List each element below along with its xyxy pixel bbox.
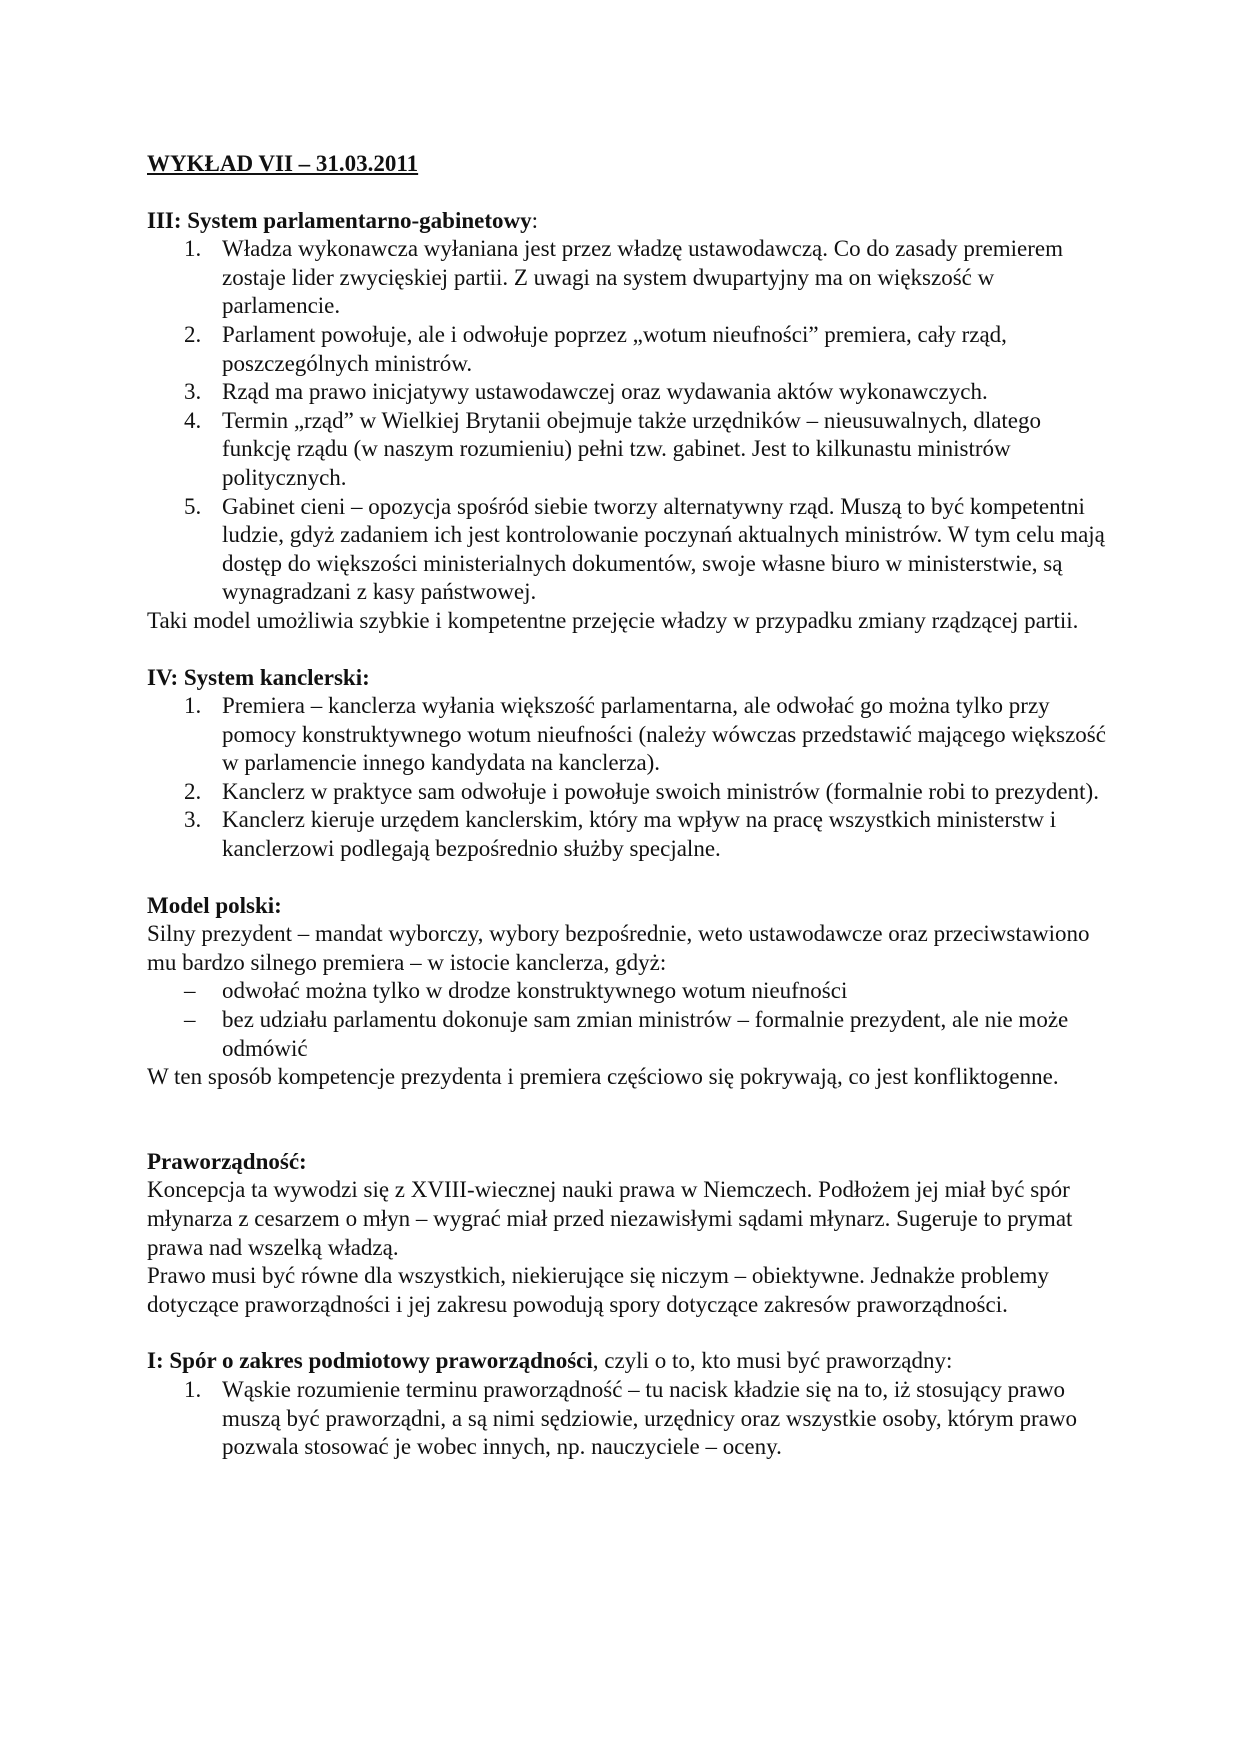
section-heading [147, 1347, 1107, 1376]
item-number: 4. [184, 407, 202, 433]
item-text: odwołać można tylko w drodze konstruktywnego wotum nieufności [222, 978, 848, 1004]
section-subjective-scope [147, 1347, 1107, 1461]
paragraph: Koncepcja ta wywodzi się z XVIII-wiecznej nauki prawa w Niemczech. Podłożem jej miał być spór młynarza z cesarzem o młyn – wygrać miał przed niezawisłymi sądami młynarz. Sugeruje to prymat prawa nad wszelką władzą. [147, 1177, 1073, 1260]
item-text: Rząd ma prawo inicjatywy ustawodawczej oraz wydawania aktów wykonawczych. [222, 379, 988, 405]
list-item [147, 1006, 1107, 1063]
section-heading [147, 207, 1107, 236]
paragraph: Silny prezydent – mandat wyborczy, wybory bezpośrednie, weto ustawodawcze oraz przeciwstawiono mu bardzo silnego premiera – w istocie kanclerza, gdyż: [147, 921, 1090, 975]
item-number: 2. [184, 778, 202, 804]
item-number: 1. [184, 236, 202, 262]
item-text: Gabinet cieni – opozycja spośród siebie tworzy alternatywny rząd. Muszą to być kompetentni ludzie, gdyż zadaniem ich jest kontrolowanie poczynań aktualnych ministrów. W tym celu mają dostęp do większości ministerialnych dokumentów, swoje własne biuro w ministerstwie, są wynagradzani z kasy państwowej. [222, 493, 1105, 605]
section-polish-model [147, 892, 1107, 1092]
list-item [147, 235, 1107, 321]
spacer [147, 1120, 1107, 1148]
section-parliamentary-cabinet [147, 207, 1107, 636]
item-text: bez udziału parlamentu dokonuje sam zmian ministrów – formalnie prezydent, ale nie może odmówić [222, 1007, 1069, 1061]
document-page [147, 150, 1107, 1490]
dash-bullet: – [184, 978, 196, 1004]
heading-suffix: , czyli o to, kto musi być praworządny: [592, 1348, 953, 1374]
lecture-title: WYKŁAD VII – 31.03.2011 [147, 151, 419, 176]
list-item [147, 977, 1107, 1006]
dash-list [147, 977, 1107, 1063]
item-number: 1. [184, 1376, 202, 1402]
list-item [147, 378, 1107, 407]
section-rule-of-law [147, 1148, 1107, 1320]
section-heading: IV: System kanclerski: [147, 664, 370, 690]
paragraph: Prawo musi być równe dla wszystkich, niekierujące się niczym – obiektywne. Jednakże problemy dotyczące praworządności i jej zakresu powodują spory dotyczące zakresów praworządności. [147, 1263, 1049, 1317]
item-number: 2. [184, 321, 202, 347]
item-text: Kanclerz kieruje urzędem kanclerskim, który ma wpływ na pracę wszystkich ministerstw i kanclerzowi podlegają bezpośrednio służby specjalne. [222, 807, 1057, 862]
list-item [147, 778, 1107, 807]
section-heading: Praworządność: [147, 1148, 307, 1174]
section-heading: Model polski: [147, 892, 282, 918]
paragraph: W ten sposób kompetencje prezydenta i premiera częściowo się pokrywają, co jest konfliktogenne. [147, 1064, 1059, 1090]
item-text: Parlament powołuje, ale i odwołuje poprzez „wotum nieufności” premiera, cały rząd, poszczególnych ministrów. [222, 321, 1007, 376]
item-text: Premiera – kanclerza wyłania większość parlamentarna, ale odwołać go można tylko przy pomocy konstruktywnego wotum nieufności (należy wówczas przedstawić mającego większość w parlamencie innego kandydata na kanclerza). [222, 693, 1106, 776]
paragraph: Taki model umożliwia szybkie i kompetentne przejęcie władzy w przypadku zmiany rządzącej partii. [147, 607, 1079, 633]
heading-suffix: : [531, 207, 538, 233]
item-text: Termin „rząd” w Wielkiej Brytanii obejmuje także urzędników – nieusuwalnych, dlatego funkcję rządu (w naszym rozumieniu) pełni tzw. gabinet. Jest to kilkunastu ministrów politycznych. [222, 407, 1042, 490]
numbered-list [147, 692, 1107, 864]
heading-text: III: System parlamentarno-gabinetowy [147, 207, 532, 233]
item-text: Kanclerz w praktyce sam odwołuje i powołuje swoich ministrów (formalnie robi to prezydent). [222, 778, 1099, 804]
list-item [147, 692, 1107, 778]
item-number: 3. [184, 807, 202, 833]
list-item [147, 407, 1107, 493]
list-item [147, 493, 1107, 607]
numbered-list [147, 235, 1107, 607]
item-number: 5. [184, 493, 202, 519]
list-item [147, 321, 1107, 378]
item-text: Władza wykonawcza wyłaniana jest przez władzę ustawodawczą. Co do zasady premierem zostaje lider zwycięskiej partii. Z uwagi na system dwupartyjny ma on większość w parlamencie. [222, 236, 1064, 319]
list-item [147, 1376, 1107, 1462]
item-number: 1. [184, 693, 202, 719]
item-text: Wąskie rozumienie terminu praworządność – tu nacisk kładzie się na to, iż stosujący prawo muszą być praworządni, a są nimi sędziowie, urzędnicy oraz wszystkie osoby, którym prawo pozwala stosować je wobec innych, np. nauczyciele – oceny. [222, 1376, 1077, 1460]
list-item [147, 806, 1107, 863]
section-chancellor-system [147, 664, 1107, 864]
item-number: 3. [184, 379, 202, 405]
numbered-list [147, 1376, 1107, 1462]
dash-bullet: – [184, 1007, 196, 1033]
heading-text: I: Spór o zakres podmiotowy praworządności [147, 1348, 593, 1374]
